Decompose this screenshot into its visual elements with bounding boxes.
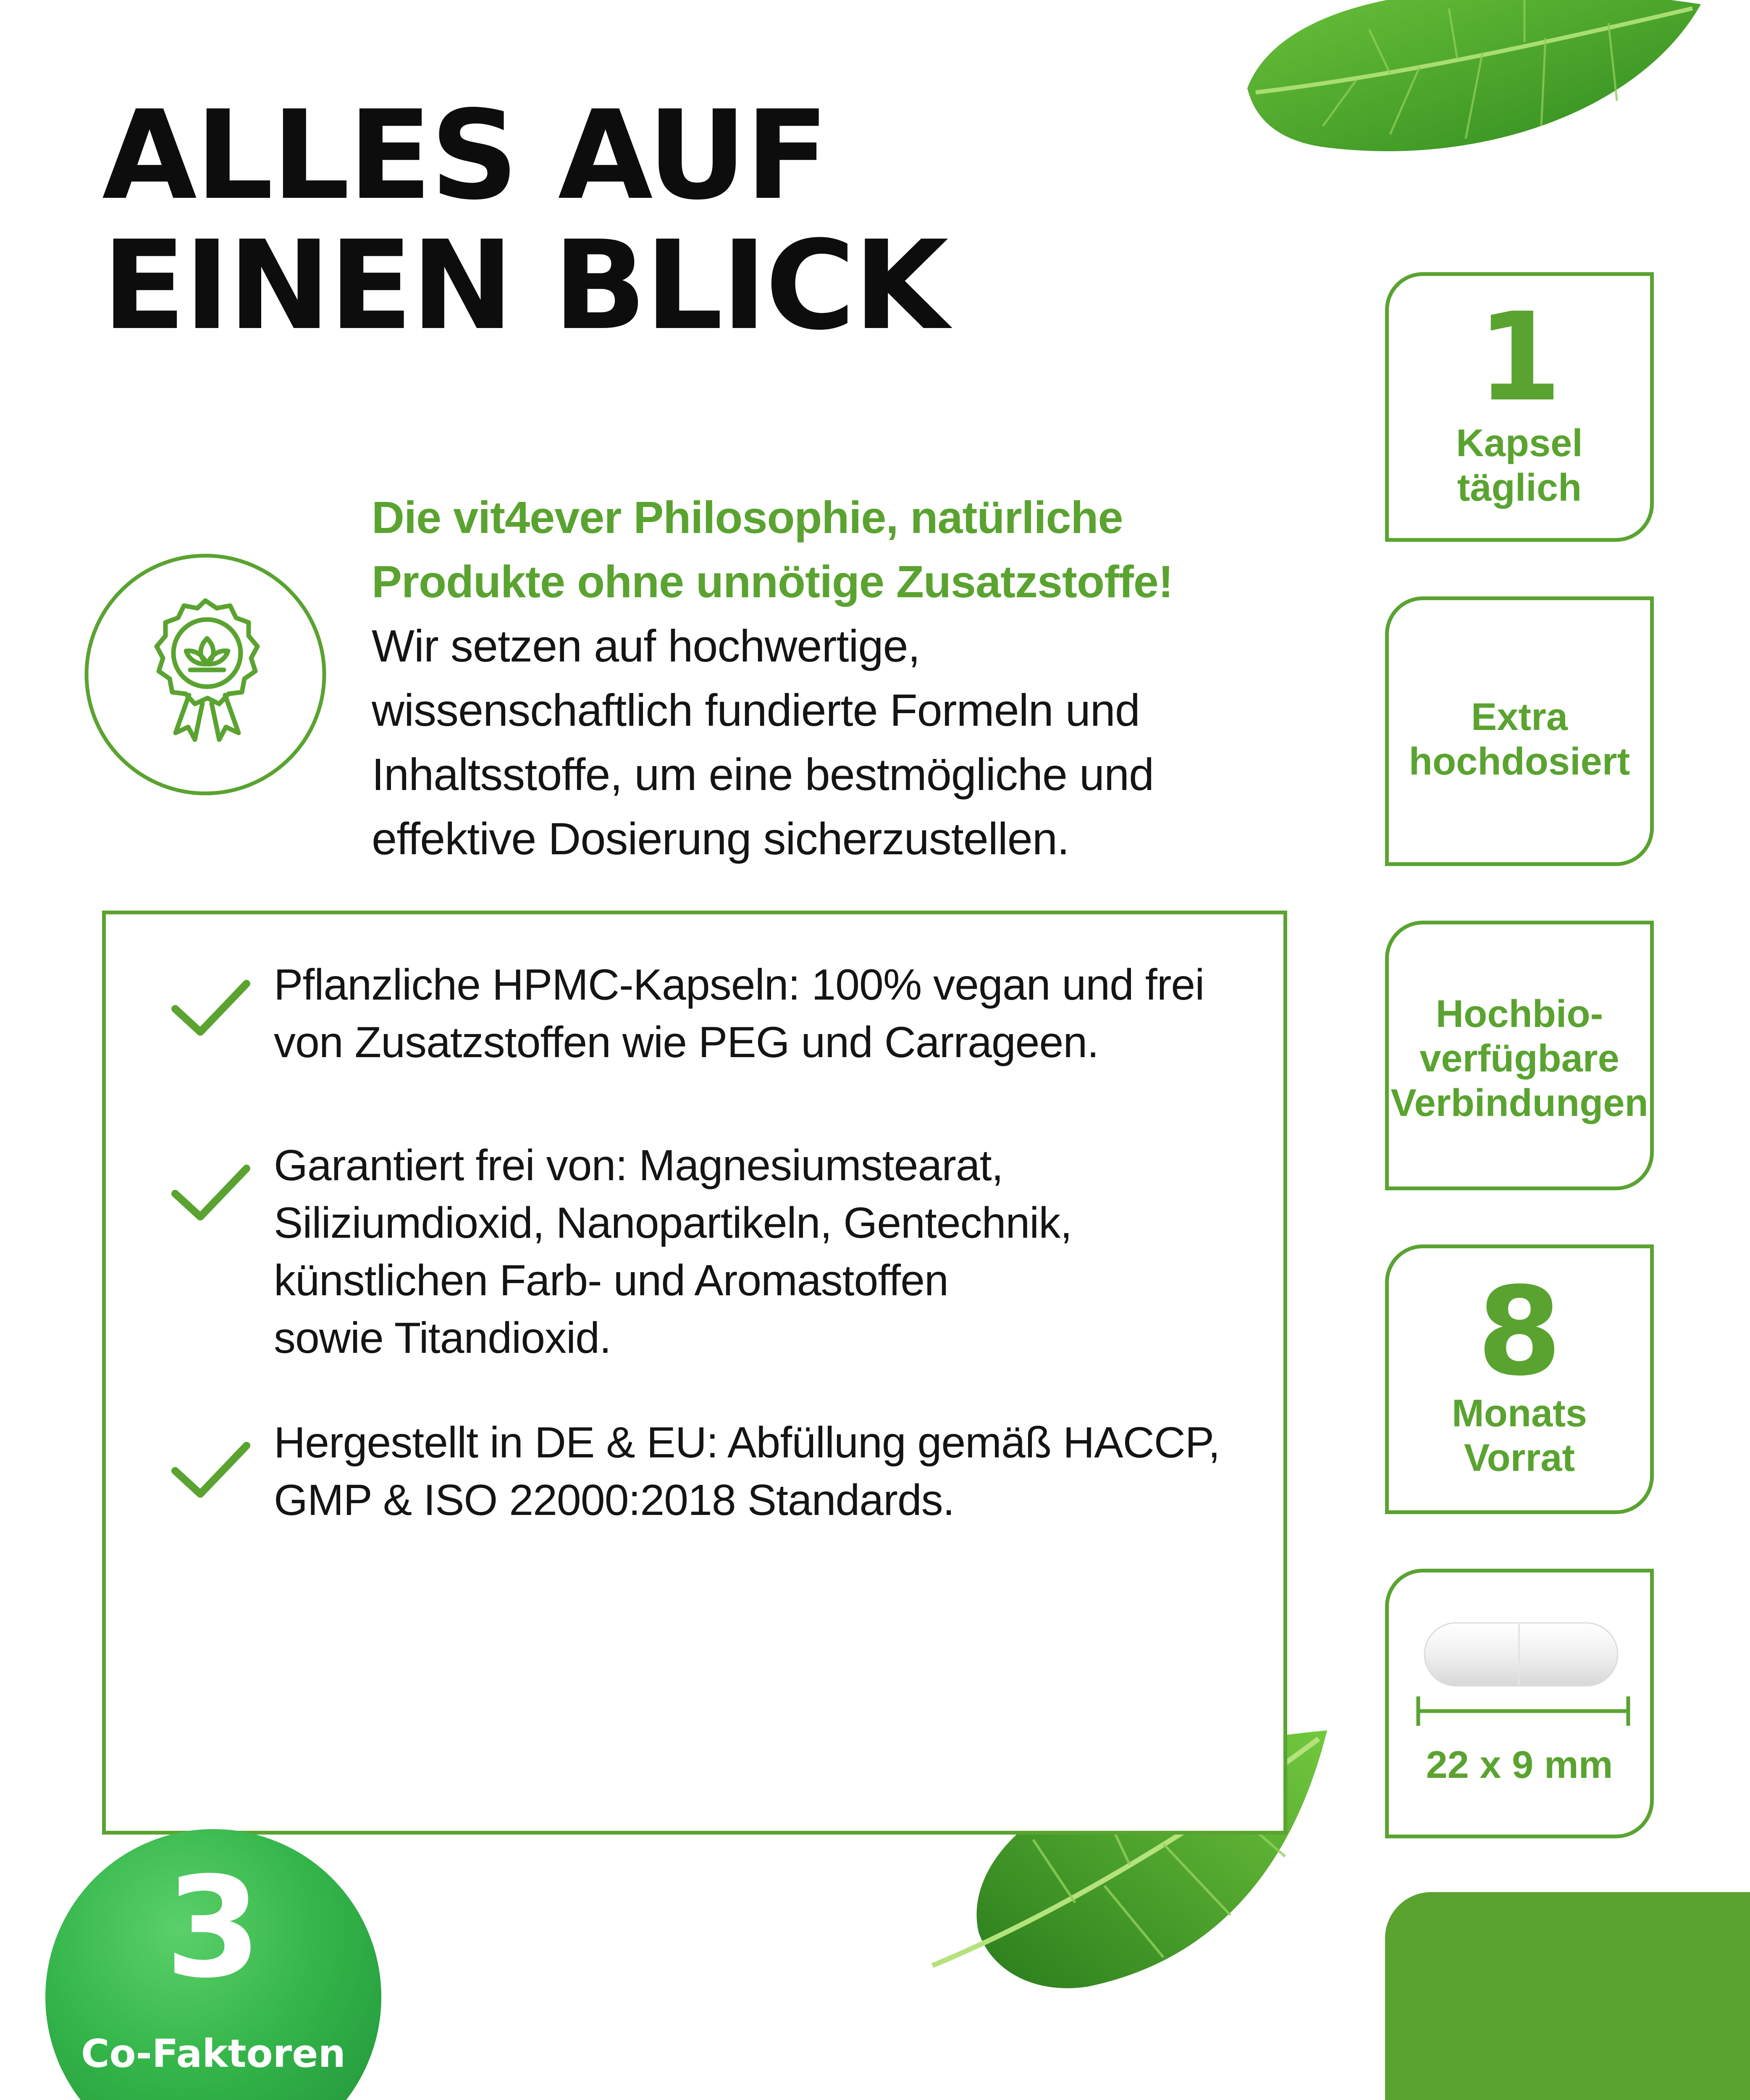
side-card-number: 8 [1477, 1261, 1562, 1403]
title-line-1: ALLES AUF [102, 84, 828, 227]
green-corner-block [1385, 1892, 1750, 2100]
features-box [102, 911, 1287, 1835]
side-card-label: Hochbio- verfügbare Verbindungen [1391, 992, 1648, 1124]
leaf-top-decoration [1231, 0, 1713, 168]
intro-body: Wir setzen auf hochwertige, wissenschaftlich fundierte Formeln und Inhaltsstoffe, um eine bestmögliche und effektive Dosierung sicherzustellen. [372, 620, 1154, 864]
intro-headline: Die vit4ever Philosophie, natürliche Produkte ohne unnötige Zusatzstoffe! [372, 492, 1173, 607]
side-card-label: Kapsel täglich [1456, 422, 1583, 509]
feature-text-hpmc: Pflanzliche HPMC-Kapseln: 100% vegan und frei von Zusatzstoffen wie PEG und Carrageen. [274, 961, 1204, 1067]
capsule-size-label: 22 x 9 mm [1426, 1743, 1613, 1786]
side-card-dosage [1385, 272, 1654, 542]
side-card-number: 1 [1477, 287, 1562, 428]
capsule-icon [1414, 1619, 1632, 1745]
side-card-capsule-size [1385, 1569, 1654, 1838]
side-card-bioavailable [1385, 921, 1654, 1190]
side-card-label: Extra hochdosiert [1409, 696, 1630, 783]
checkmark-icon [167, 1431, 255, 1507]
title-line-2: EINEN BLICK [102, 214, 947, 357]
co-factors-badge [45, 1829, 381, 2100]
intro-text [372, 485, 1275, 871]
badge-number: 3 [165, 1847, 262, 2008]
award-rosette-leaf-icon [83, 552, 328, 797]
side-card-supply [1385, 1244, 1654, 1514]
feature-text-free-from: Garantiert frei von: Magnesiumstearat, Siliziumdioxid, Nanopartikeln, Gentechnik, künstlichen Farb- und Aromastoffen sowie Titandioxid. [274, 1141, 1072, 1362]
checkmark-icon [167, 1154, 255, 1229]
side-card-label: Monats Vorrat [1452, 1392, 1587, 1479]
page-title [102, 84, 1110, 357]
checkmark-icon [167, 969, 255, 1045]
side-card-high-dose [1385, 596, 1654, 866]
badge-label: Co-Faktoren [81, 2031, 346, 2076]
feature-text-made-in: Hergestellt in DE & EU: Abfüllung gemäß HACCP, GMP & ISO 22000:2018 Standards. [274, 1418, 1220, 1525]
